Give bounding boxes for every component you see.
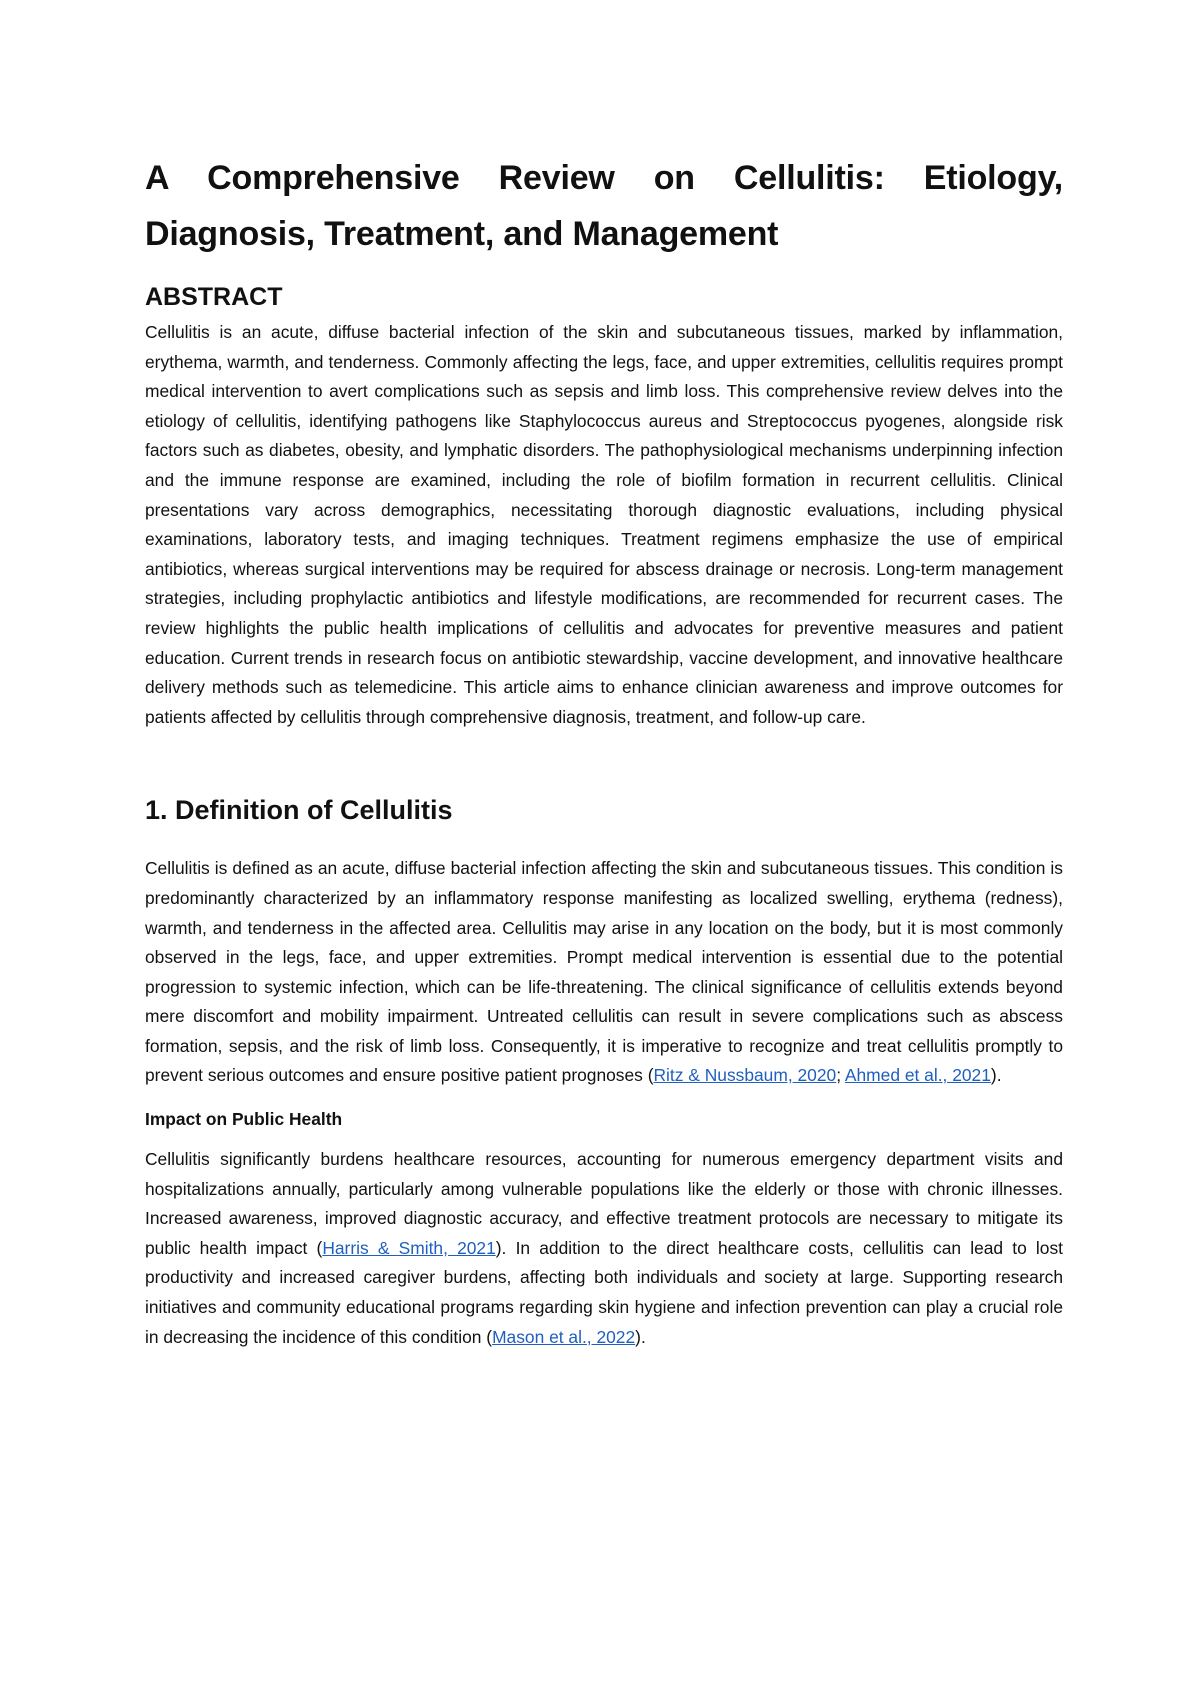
citation-link-ritz-nussbaum[interactable]: Ritz & Nussbaum, 2020 — [653, 1065, 837, 1086]
significance-paragraph-text: The clinical significance of cellulitis extends beyond mere discomfort and mobility impairment. Untreated cellulitis can result in severe complications such as abscess formation, sepsis, and the risk of limb loss. Consequently, it is imperative to recognize and treat cellulitis promptly to prevent serious outcomes and ensure positive patient prognoses ( — [145, 976, 1063, 1086]
citation-link-harris-smith[interactable]: Harris & Smith, 2021 — [322, 1237, 496, 1258]
costs-paragraph-end: ). — [635, 1326, 646, 1347]
section-heading-definition: 1. Definition of Cellulitis — [145, 795, 453, 826]
public-health-paragraph-end: ). — [495, 1237, 507, 1258]
document-title: A Comprehensive Review on Cellulitis: Etiology, Diagnosis, Treatment, and Management — [145, 159, 1063, 253]
document-page — [145, 150, 1063, 1352]
significance-paragraph-end: ). — [990, 1065, 1002, 1086]
abstract-heading: ABSTRACT — [145, 283, 283, 311]
public-health-paragraph — [145, 1145, 1063, 1352]
citation-separator: ; — [836, 1065, 845, 1086]
costs-paragraph-text: In addition to the direct healthcare costs, cellulitis can lead to lost productivity and increased caregiver burdens, affecting both individuals and society at large. Supporting research initiatives and community educational programs regarding skin hygiene and infection prevention can play a crucial role in decreasing the incidence of this condition ( — [145, 1237, 1063, 1347]
citation-link-mason[interactable]: Mason et al., 2022 — [492, 1326, 636, 1347]
definition-paragraph — [145, 854, 1063, 1091]
subheading-public-health: Impact on Public Health — [145, 1109, 343, 1130]
citation-link-ahmed[interactable]: Ahmed et al., 2021 — [844, 1065, 991, 1086]
definition-paragraph-text: Cellulitis is defined as an acute, diffuse bacterial infection affecting the skin and subcutaneous tissues. This condition is predominantly characterized by an inflammatory response manifesting as localized swelling, erythema (redness), warmth, and tenderness in the affected area. Cellulitis may arise in any location on the body, but it is most commonly observed in the legs, face, and upper extremities. Prompt medical intervention is essential due to the potential progression to systemic infection, which can be life-threatening. — [145, 858, 1063, 997]
abstract-paragraph: Cellulitis is an acute, diffuse bacterial infection of the skin and subcutaneous tissues, marked by inflammation, erythema, warmth, and tenderness. Commonly affecting the legs, face, and upper extremities, cellulitis requires prompt medical intervention to avert complications such as sepsis and limb loss. This comprehensive review delves into the etiology of cellulitis, identifying pathogens like Staphylococcus aureus and Streptococcus pyogenes, alongside risk factors such as diabetes, obesity, and lymphatic disorders. The pathophysiological mechanisms underpinning infection and the immune response are examined, including the role of biofilm formation in recurrent cellulitis. Clinical presentations vary across demographics, necessitating thorough diagnostic evaluations, including physical examinations, laboratory tests, and imaging techniques. Treatment regimens emphasize the use of empirical antibiotics, whereas surgical interventions may be required for abscess drainage or necrosis. Long-term management strategies, including prophylactic antibiotics and lifestyle modifications, are recommended for recurrent cases. The review highlights the public health implications of cellulitis and advocates for preventive measures and patient education. Current trends in research focus on antibiotic stewardship, vaccine development, and innovative healthcare delivery methods such as telemedicine. This article aims to enhance clinician awareness and improve outcomes for patients affected by cellulitis through comprehensive diagnosis, treatment, and follow-up care. — [145, 322, 1063, 727]
public-health-paragraph-text: Cellulitis significantly burdens healthcare resources, accounting for numerous emergency department visits and hospitalizations annually, particularly among vulnerable populations like the elderly or those with chronic illnesses. Increased awareness, improved diagnostic accuracy, and effective treatment protocols are necessary to mitigate its public health impact ( — [145, 1149, 1063, 1258]
